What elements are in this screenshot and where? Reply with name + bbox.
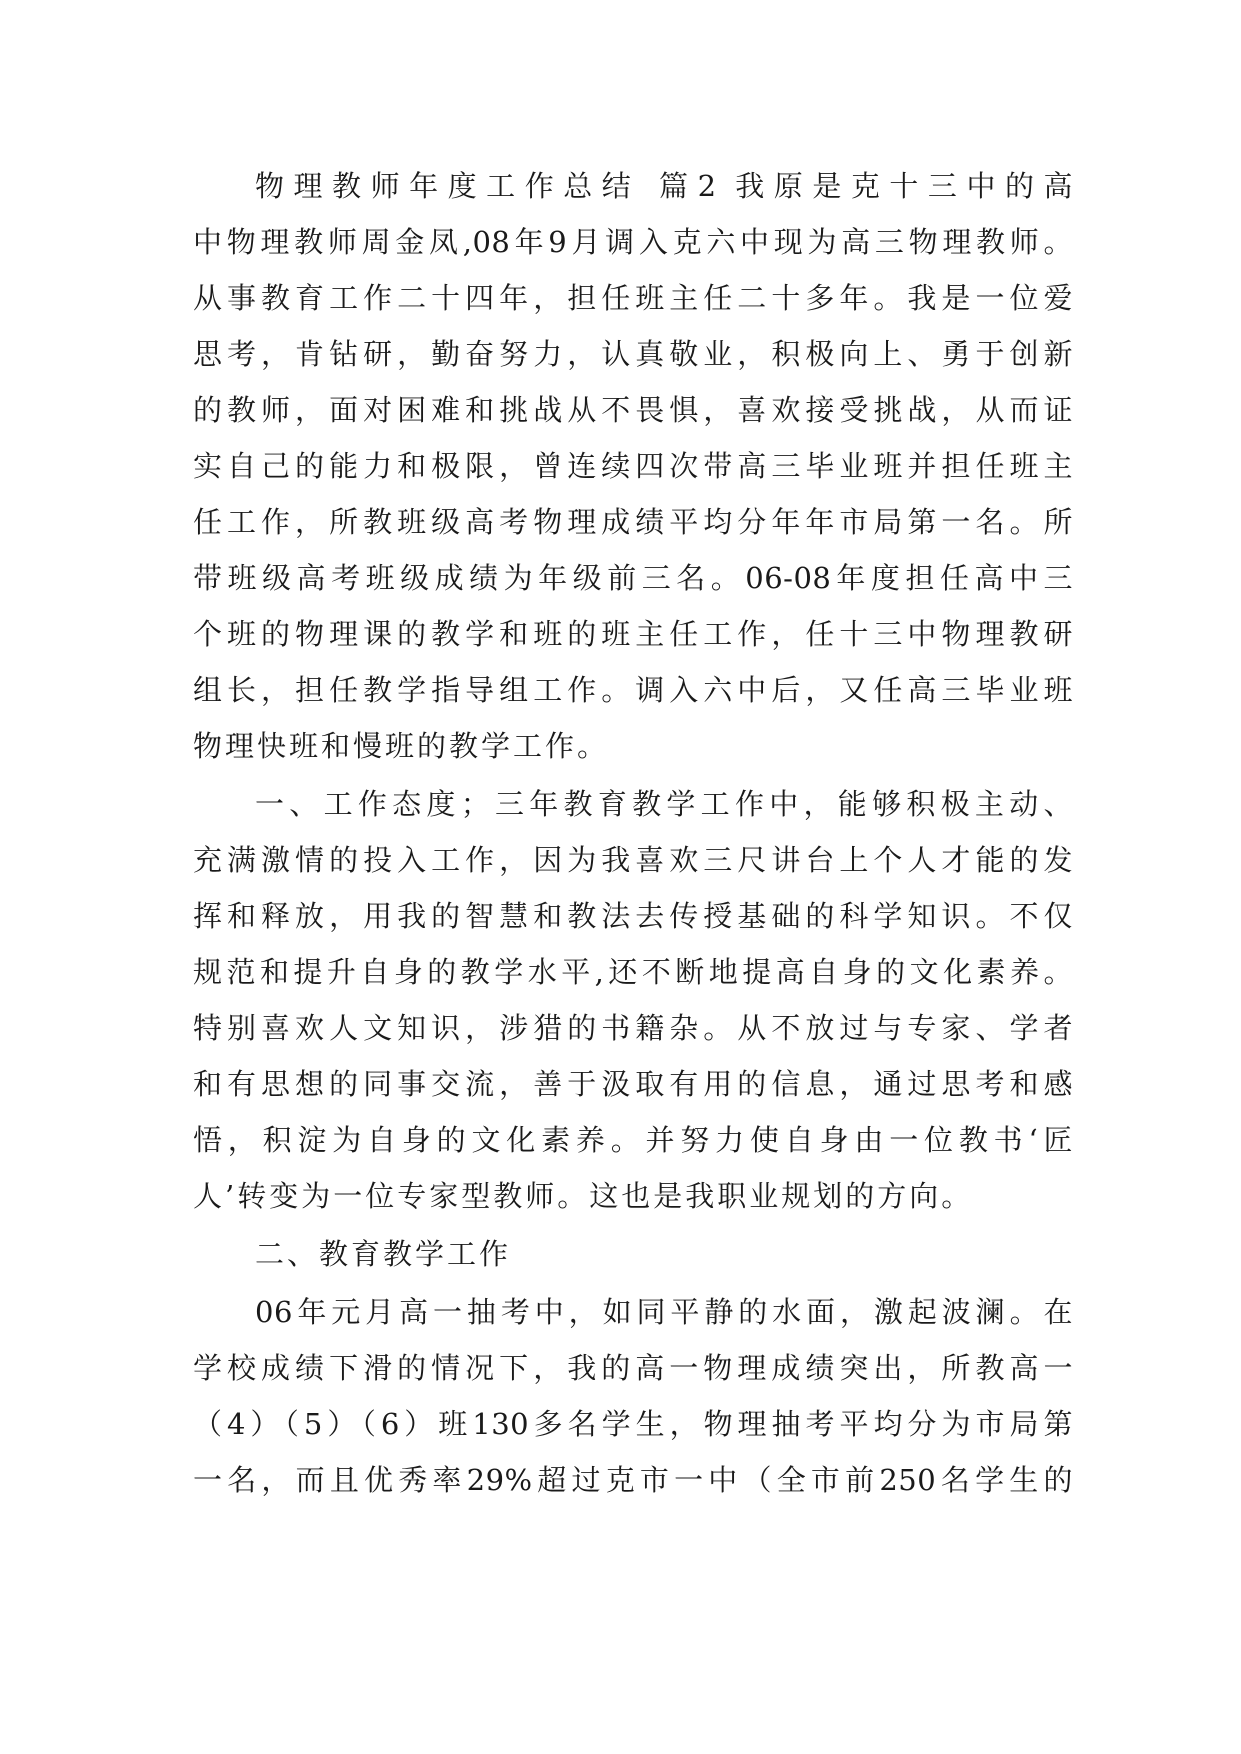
text-line: 规范和提升自身的教学水平,还不断地提高自身的文化素养。 xyxy=(193,955,1073,989)
text-line: 充满激情的投入工作，因为我喜欢三尺讲台上个人才能的发 xyxy=(193,843,1073,877)
text-line: 带班级高考班级成绩为年级前三名。06-08年度担任高中三 xyxy=(193,561,1073,595)
text-line: 06年元月高一抽考中，如同平静的水面，激起波澜。在 xyxy=(255,1295,1073,1329)
text-line: 实自己的能力和极限，曾连续四次带高三毕业班并担任班主 xyxy=(193,449,1073,483)
text-line: 思考，肯钻研，勤奋努力，认真敬业，积极向上、勇于创新 xyxy=(193,337,1073,371)
text-line: 悟，积淀为自身的文化素养。并努力使自身由一位教书‘匠 xyxy=(193,1123,1073,1157)
teaching-heading xyxy=(193,1226,1073,1282)
text-line: 从事教育工作二十四年，担任班主任二十多年。我是一位爱 xyxy=(193,281,1073,315)
text-line: 和有思想的同事交流，善于汲取有用的信息，通过思考和感 xyxy=(193,1067,1073,1101)
text-line: 特别喜欢人文知识，涉猎的书籍杂。从不放过与专家、学者 xyxy=(193,1011,1073,1045)
text-line: 任工作，所教班级高考物理成绩平均分年年市局第一名。所 xyxy=(193,505,1073,539)
text-line: 物理教师年度工作总结 篇2 我原是克十三中的高 xyxy=(255,169,1073,203)
intro-paragraph xyxy=(193,158,1073,774)
text-line: 组长，担任教学指导组工作。调入六中后，又任高三毕业班 xyxy=(193,673,1073,707)
text-line: 学校成绩下滑的情况下，我的高一物理成绩突出，所教高一 xyxy=(193,1351,1073,1385)
section-heading: 二、教育教学工作 xyxy=(255,1237,512,1271)
teaching-paragraph xyxy=(193,1284,1073,1508)
work-attitude-paragraph xyxy=(193,776,1073,1224)
text-line: 中物理教师周金凤,08年9月调入克六中现为高三物理教师。 xyxy=(193,225,1073,259)
document-body xyxy=(193,158,1073,1508)
text-line: 一名，而且优秀率29%超过克市一中（全市前250名学生的 xyxy=(193,1463,1073,1497)
text-line: 物理快班和慢班的教学工作。 xyxy=(193,729,610,763)
text-line: （4）（5）（6）班130多名学生，物理抽考平均分为市局第 xyxy=(193,1407,1073,1441)
text-line: 人’转变为一位专家型教师。这也是我职业规划的方向。 xyxy=(193,1179,974,1213)
text-line: 挥和释放，用我的智慧和教法去传授基础的科学知识。不仅 xyxy=(193,899,1073,933)
text-line: 个班的物理课的教学和班的班主任工作，任十三中物理教研 xyxy=(193,617,1073,651)
text-line: 的教师，面对困难和挑战从不畏惧，喜欢接受挑战，从而证 xyxy=(193,393,1073,427)
text-line: 一、工作态度；三年教育教学工作中，能够积极主动、 xyxy=(255,787,1073,821)
